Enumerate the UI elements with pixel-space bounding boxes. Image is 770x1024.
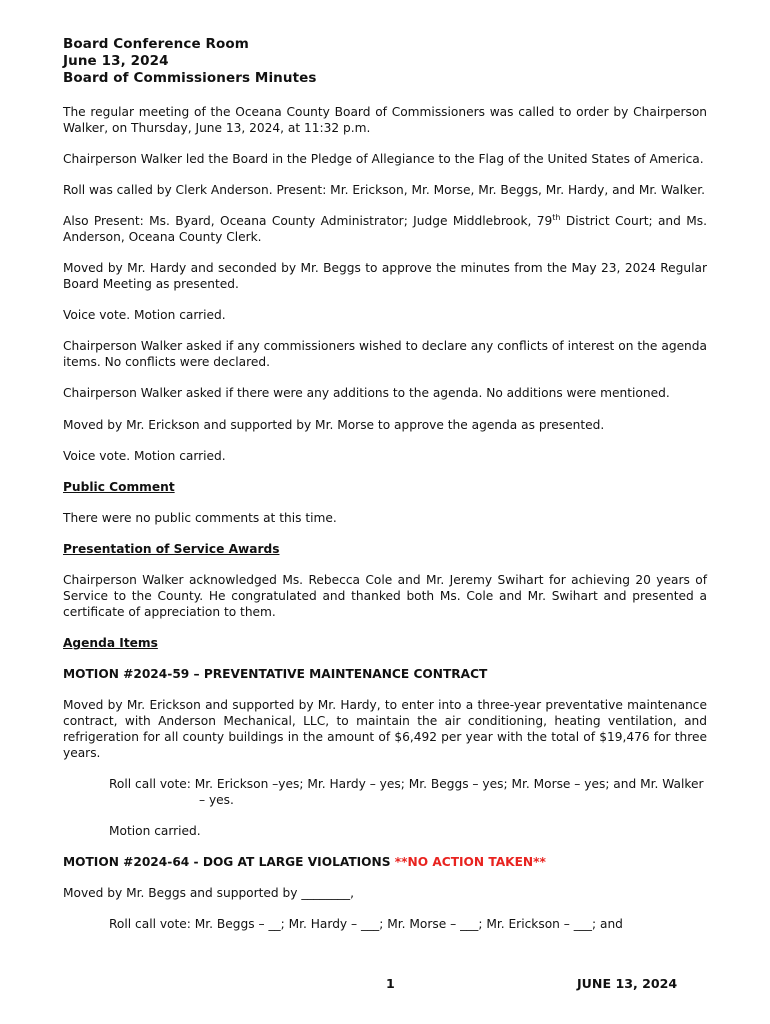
agenda-approval-paragraph: Moved by Mr. Erickson and supported by Mr. Morse to approve the agenda as presented.	[63, 418, 605, 432]
service-awards-heading: Presentation of Service Awards	[63, 542, 280, 556]
no-action-taken-label: **NO ACTION TAKEN**	[394, 855, 546, 869]
motion-2024-59-title: MOTION #2024-59 – PREVENTATIVE MAINTENANCE CONTRACT	[63, 667, 488, 681]
also-present-text-a: Also Present: Ms. Byard, Oceana County Administrator; Judge Middlebrook, 79	[63, 214, 553, 228]
page-footer	[0, 976, 770, 992]
footer-date: JUNE 13, 2024	[577, 976, 678, 991]
agenda-items-heading: Agenda Items	[63, 636, 158, 650]
meeting-date: June 13, 2024	[63, 53, 169, 69]
document-page	[63, 36, 707, 932]
voice-vote-2: Voice vote. Motion carried.	[63, 449, 226, 463]
page-number: 1	[386, 976, 395, 991]
document-header	[63, 36, 707, 87]
meeting-location: Board Conference Room	[63, 36, 249, 52]
voice-vote-1: Voice vote. Motion carried.	[63, 308, 226, 322]
motion-2024-59-result: Motion carried.	[109, 824, 201, 838]
also-present-paragraph	[63, 213, 707, 245]
motion-2024-64-title-text: MOTION #2024-64 - DOG AT LARGE VIOLATIONS	[63, 855, 395, 869]
public-comment-text: There were no public comments at this time.	[63, 511, 337, 525]
minutes-approval-paragraph: Moved by Mr. Hardy and seconded by Mr. Beggs to approve the minutes from the May 23, 2024 Regular Board Meeting as presented.	[63, 261, 707, 291]
public-comment-heading: Public Comment	[63, 480, 175, 494]
also-present-text-b: District Court; and Ms. Anderson, Oceana County Clerk.	[63, 214, 707, 244]
motion-2024-64-title	[63, 854, 707, 870]
motion-2024-59-text: Moved by Mr. Erickson and supported by Mr. Hardy, to enter into a three-year preventative maintenance contract, with Anderson Mechanical, LLC, to maintain the air conditioning, heating ventilation, and refrigeration for all county buildings in the amount of $6,492 per year with the total of $19,476 for three years.	[63, 698, 707, 760]
call-to-order-paragraph: The regular meeting of the Oceana County Board of Commissioners was called to order by Chairperson Walker, on Thursday, June 13, 2024, at 11:32 p.m.	[63, 105, 707, 135]
service-awards-text: Chairperson Walker acknowledged Ms. Rebecca Cole and Mr. Jeremy Swihart for achieving 20 years of Service to the County. He congratulated and thanked both Ms. Cole and Mr. Swihart and presented a certificate of appreciation to them.	[63, 573, 707, 619]
pledge-paragraph: Chairperson Walker led the Board in the Pledge of Allegiance to the Flag of the United States of America.	[63, 152, 704, 166]
motion-2024-59-roll-call: Roll call vote: Mr. Erickson –yes; Mr. Hardy – yes; Mr. Beggs – yes; Mr. Morse – yes; and Mr. Walker – yes.	[109, 777, 704, 807]
ordinal-suffix: th	[552, 212, 561, 222]
motion-2024-64-text: Moved by Mr. Beggs and supported by ________,	[63, 886, 354, 900]
additions-paragraph: Chairperson Walker asked if there were any additions to the agenda. No additions were mentioned.	[63, 386, 670, 400]
document-title: Board of Commissioners Minutes	[63, 70, 317, 86]
conflicts-paragraph: Chairperson Walker asked if any commissioners wished to declare any conflicts of interest on the agenda items. No conflicts were declared.	[63, 339, 707, 369]
motion-2024-64-roll-call: Roll call vote: Mr. Beggs – __; Mr. Hardy – ___; Mr. Morse – ___; Mr. Erickson – ___; and	[109, 917, 623, 931]
roll-call-paragraph: Roll was called by Clerk Anderson. Present: Mr. Erickson, Mr. Morse, Mr. Beggs, Mr. Hardy, and Mr. Walker.	[63, 183, 706, 197]
